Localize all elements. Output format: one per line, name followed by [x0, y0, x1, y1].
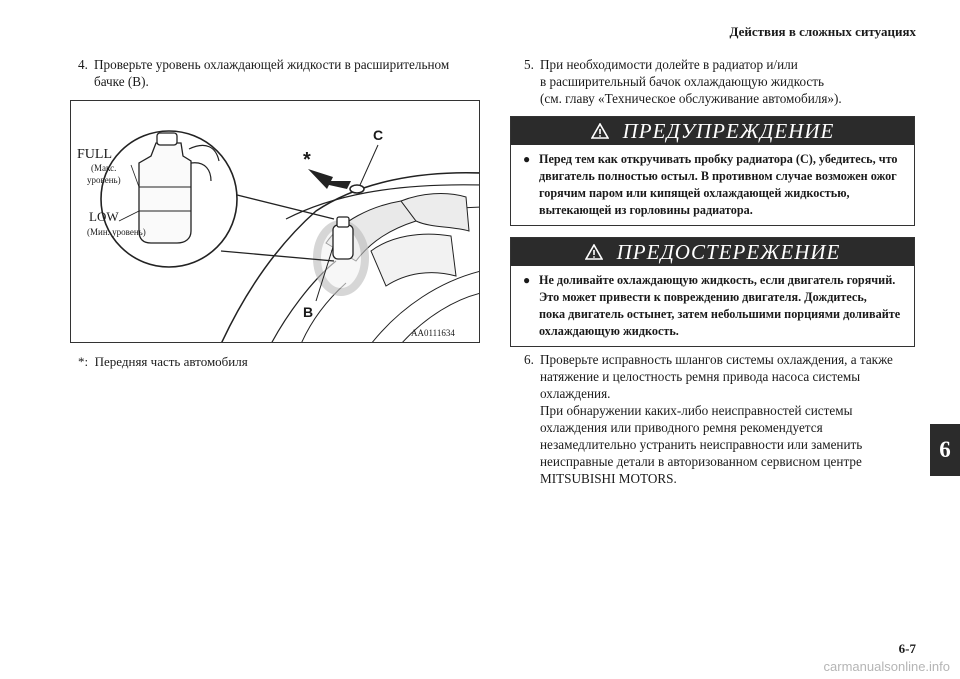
step-number: 4.: [78, 57, 88, 72]
step-text-line: бачке (B).: [94, 74, 149, 89]
step-text-line: При обнаружении каких-либо неисправностей системы: [540, 403, 853, 418]
warning-title: ПРЕДУПРЕЖДЕНИЕ: [622, 118, 835, 143]
bullet-icon: ●: [523, 273, 531, 287]
vehicle-front-star: *: [303, 149, 311, 171]
step-text-line: MITSUBISHI MOTORS.: [540, 471, 677, 486]
warning-text-line: двигатель полностью остыл. В противном случае возможен ожог: [539, 169, 897, 183]
full-mark-label: FULL: [77, 147, 112, 162]
low-mark-label: LOW: [89, 209, 119, 224]
figure-caption: [78, 354, 248, 370]
warning-text-line: вытекающей из горловины радиатора.: [539, 203, 753, 217]
step-text-line: неисправные детали в авторизованном сервисном центре: [540, 454, 862, 469]
step-text-line: незамедлительно устранить неисправности или заменить: [540, 437, 863, 452]
caption-mark: *:: [78, 354, 89, 369]
step-text-line: (см. главу «Техническое обслуживание автомобиля»).: [540, 91, 842, 106]
caution-text-line: пока двигатель остынет, затем небольшими порциями доливайте: [539, 307, 901, 321]
step-6: [524, 351, 893, 487]
step-text-line: При необходимости долейте в радиатор и/или: [540, 57, 798, 72]
watermark: carmanualsonline.info: [823, 659, 950, 674]
figure-code: AA0111634: [411, 328, 455, 338]
step-text-line: охлаждения или приводного ремня рекомендуется: [540, 420, 823, 435]
caution-text-line: охлаждающую жидкость.: [539, 324, 679, 338]
warning-text-line: горячим паром или кипящей охлаждающей жидкостью,: [539, 186, 850, 200]
radiator-cap-label: C: [373, 127, 384, 143]
warning-box: [510, 116, 915, 226]
engine-bay-illustration: [71, 101, 480, 343]
caution-body: [511, 266, 914, 346]
bullet-icon: ●: [523, 152, 531, 166]
step-number: 5.: [524, 57, 534, 72]
warning-header: [511, 117, 914, 145]
caution-box: [510, 237, 915, 347]
low-mark-sublabel: (Мин. уровень): [87, 227, 146, 237]
warning-text-line: Перед тем как откручивать пробку радиатора (C), убедитесь, что: [539, 152, 898, 166]
step-text-line: охлаждения.: [540, 386, 611, 401]
step-text-line: в расширительный бачок охлаждающую жидкость: [540, 74, 825, 89]
full-mark-sublabel: уровень): [87, 175, 121, 185]
caution-title: ПРЕДОСТЕРЕЖЕНИЕ: [616, 239, 841, 264]
step-text-line: Проверьте уровень охлаждающей жидкости в расширительном: [94, 57, 450, 72]
step-text-line: Проверьте исправность шлангов системы охлаждения, а также: [540, 352, 893, 367]
caution-text-line: Это может привести к повреждению двигателя. Дождитесь,: [539, 290, 867, 304]
full-mark-sublabel: (Макс.: [91, 163, 117, 173]
caution-triangle-icon: [585, 244, 603, 260]
warning-body: [511, 145, 914, 225]
chapter-tab: [930, 424, 960, 476]
chapter-number: 6: [939, 437, 951, 462]
page-number: 6-7: [898, 641, 916, 656]
step-text-line: натяжение и целостность ремня привода насоса системы: [540, 369, 861, 384]
step-number: 6.: [524, 352, 534, 367]
caption-text: Передняя часть автомобиля: [94, 354, 248, 369]
reservoir-label: B: [303, 304, 314, 320]
caution-header: [511, 238, 914, 266]
caution-text-line: Не доливайте охлаждающую жидкость, если двигатель горячий.: [539, 273, 896, 287]
running-header: Действия в сложных ситуациях: [729, 24, 916, 39]
step-5: [524, 56, 842, 107]
step-4: [78, 56, 449, 90]
coolant-reservoir-figure: [70, 100, 480, 343]
warning-triangle-icon: [591, 123, 609, 139]
